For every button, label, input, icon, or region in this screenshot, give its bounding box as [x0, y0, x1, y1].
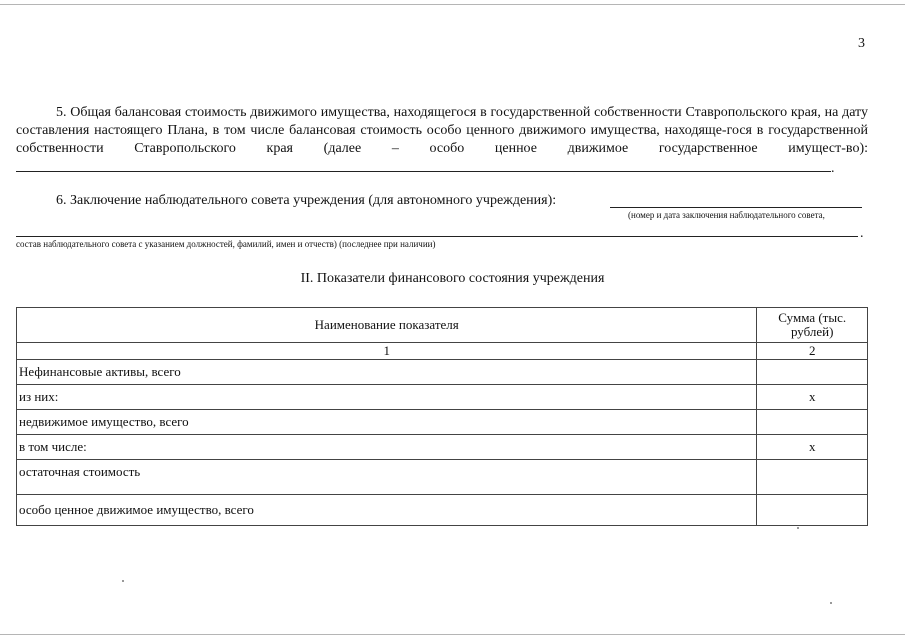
paragraph-6-text: 6. Заключение наблюдательного совета учреждения (для автономного учреждения):	[56, 193, 557, 208]
paragraph-5-text: 5. Общая балансовая стоимость движимого имущества, находящегося в государственной собственности Ставропольского края, на дату составления настоящего Плана, в том числе балансовая стоимость особо ценного движимого имущества, находяще-гося в государственной собственности Ставропольского края (далее – особо ценное движимое государственное имущест-во):	[16, 105, 868, 156]
row-name: в том числе:	[17, 435, 757, 460]
column-number-row	[17, 343, 868, 360]
row-sum-cell: x	[757, 385, 868, 410]
page-number: 3	[858, 36, 865, 51]
paragraph-6-note-right: (номер и дата заключения наблюдательного совета,	[628, 210, 825, 220]
row-sum-cell[interactable]	[757, 410, 868, 435]
scan-speck	[797, 527, 799, 529]
row-name: Нефинансовые активы, всего	[17, 360, 757, 385]
table-header-row	[17, 308, 868, 343]
table-row	[17, 435, 868, 460]
section-title: II. Показатели финансового состояния учреждения	[300, 271, 605, 286]
row-name: недвижимое имущество, всего	[17, 410, 757, 435]
table-row	[17, 360, 868, 385]
table-row	[17, 460, 868, 495]
header-sum: Сумма (тыс. рублей)	[757, 308, 868, 343]
column-number-2: 2	[757, 343, 868, 360]
paragraph-6-end: .	[860, 226, 864, 241]
row-sum-cell[interactable]	[757, 495, 868, 526]
table-row	[17, 495, 868, 526]
paragraph-6-note-left: состав наблюдательного совета с указанием должностей, фамилий, имен и отчеств) (последнее при наличии)	[16, 239, 436, 249]
row-name: остаточная стоимость	[17, 460, 757, 495]
scan-speck	[122, 580, 124, 582]
paragraph-5	[16, 104, 868, 178]
paragraph-5-end: .	[831, 161, 835, 176]
row-name: из них:	[17, 385, 757, 410]
paragraph-6-fill-line-1[interactable]	[610, 207, 862, 208]
row-sum-cell[interactable]	[757, 360, 868, 385]
scan-speck	[830, 602, 832, 604]
table-row	[17, 410, 868, 435]
column-number-1: 1	[17, 343, 757, 360]
row-name: особо ценное движимое имущество, всего	[17, 495, 757, 526]
table-row	[17, 385, 868, 410]
paragraph-6-fill-line-2[interactable]	[16, 236, 858, 237]
financial-indicators-table	[16, 307, 868, 526]
row-sum-cell[interactable]	[757, 460, 868, 495]
scan-line-top	[0, 4, 905, 5]
paragraph-5-fill-line[interactable]	[16, 158, 831, 172]
row-sum-cell: x	[757, 435, 868, 460]
scan-line-bottom	[0, 634, 905, 635]
header-indicator-name: Наименование показателя	[17, 308, 757, 343]
